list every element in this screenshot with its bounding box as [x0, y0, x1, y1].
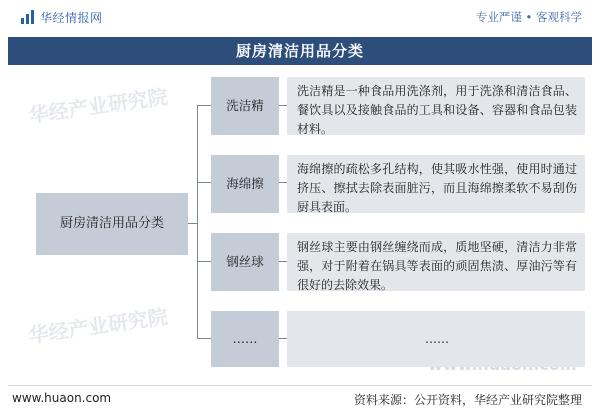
category-label: 洗洁精 [226, 98, 264, 113]
category-label: 海绵擦 [226, 176, 264, 191]
brand-name: 华经情报网 [40, 11, 103, 25]
category-node [211, 155, 279, 213]
connector-branch [197, 182, 211, 183]
title-bar [8, 37, 592, 65]
category-label: …… [232, 331, 258, 346]
connector-desc [279, 338, 287, 339]
category-description [287, 233, 585, 291]
slogan: 专业严谨 • 客观科学 [475, 10, 582, 24]
description-text: 海绵擦的疏松多孔结构，使其吸水性强，使用时通过挤压、擦拭去除表面脏污，而且海绵擦柔软不易刮伤厨具表面。 [297, 162, 577, 214]
top-bar [0, 0, 600, 34]
category-description [287, 155, 585, 213]
root-node [36, 193, 188, 255]
brand-logo-icon [20, 9, 36, 25]
category-label: 钢丝球 [226, 254, 264, 269]
description-text: …… [425, 332, 449, 346]
category-node [211, 311, 279, 367]
page-title: 厨房清洁用品分类 [235, 42, 364, 60]
connector-desc [279, 261, 287, 262]
connector-trunk [197, 105, 198, 338]
connector-desc [279, 105, 287, 106]
watermark: 华经产业研究院 [27, 84, 170, 128]
category-description [287, 311, 585, 367]
root-node-label: 厨房清洁用品分类 [59, 216, 164, 231]
description-text: 钢丝球主要由钢丝缠绕而成，质地坚硬，清洁力非常强，对于附着在锅具等表面的顽固焦渍、厚油污等有很好的去除效果。 [297, 240, 577, 292]
footer-divider [8, 385, 592, 386]
connector-branch [197, 261, 211, 262]
connector-desc [279, 182, 287, 183]
watermark: 华经产业研究院 [27, 304, 170, 348]
description-text: 洗洁精是一种食品用洗涤剂，用于洗涤和清洁食品、餐饮具以及接触食品的工具和设备、容器和食品包装材料。 [297, 84, 577, 136]
category-node [211, 77, 279, 135]
source-note: 资料来源：公开资料，华经产业研究院整理 [353, 393, 582, 407]
connector-branch [197, 338, 211, 339]
classification-diagram [8, 65, 592, 385]
category-node [211, 233, 279, 291]
footer-url[interactable]: www.huaon.com [12, 391, 112, 405]
category-description [287, 77, 585, 135]
connector-branch [197, 105, 211, 106]
